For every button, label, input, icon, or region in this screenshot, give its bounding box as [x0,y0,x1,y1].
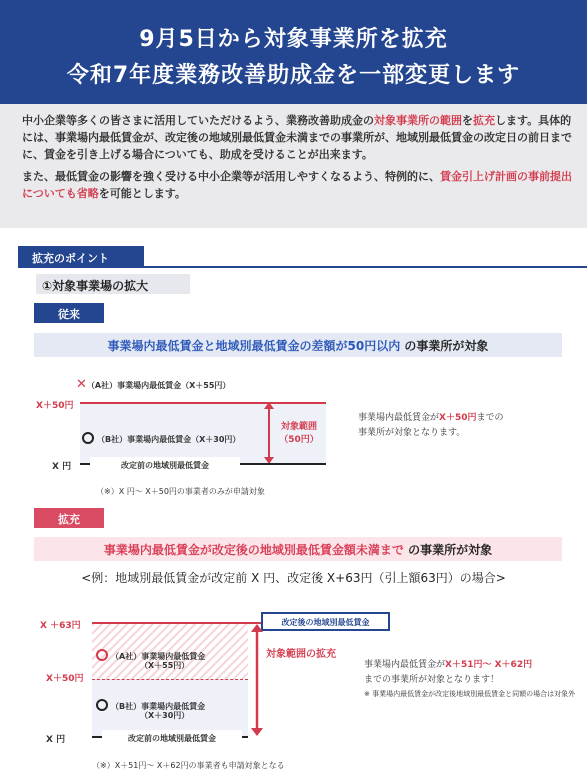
company-b-wage: （X＋30円） [140,711,190,720]
base-label: 改定前の地域別最低賃金 [90,457,240,473]
circle-icon [96,649,108,661]
note-highlight: X＋51円～ X＋62円 [445,660,533,670]
intro-highlight: 対象事業所の範囲 [374,114,462,127]
revised-wage-box: 改定後の地域別最低賃金 [261,612,390,631]
intro-text: また、最低賃金の影響を強く受ける中小企業等が活用しやすくなるよう、特例的に、 [22,170,440,183]
intro-paragraph-2 [22,168,573,202]
company-a-wage: （X＋55円） [140,661,190,670]
y-label-0: X 円 [52,462,72,472]
company-a-label: （A社）事業場内最低賃金（X＋55円） [86,381,231,390]
page-header [0,0,587,104]
range-label [278,421,320,447]
note-highlight: X＋50円 [439,413,477,423]
point-heading: ①対象事業場の拡大 [36,274,190,294]
header-title-line2: 令和7年度業務改善助成金を一部変更します [66,63,521,88]
y-label-0-after: X 円 [46,735,66,745]
intro-highlight: 拡充 [473,114,495,127]
section-tab: 拡充のポイント [18,246,144,268]
section-divider [18,266,587,268]
expanded-range-arrow [250,624,264,736]
circle-icon [82,432,94,444]
before-band-text: の事業所が対象 [400,339,489,353]
intro-text: を可能とします。 [98,187,186,200]
base-label-after: 改定前の地域別最低賃金 [102,730,242,746]
after-band-text: の事業所が対象 [403,543,493,557]
intro-text: 中小企業等多くの皆さまに活用していただけるよう、業務改善助成金の [22,114,374,127]
before-band-highlight: 事業場内最低賃金と地域別最低賃金の差額が50円以内 [107,339,401,353]
y-label-50: X＋50円 [36,401,74,411]
after-footnote: （※）X＋51円～ X＋62円の事業者も申請対象となる [92,761,285,770]
intro-box [0,104,587,228]
company-b-label: （B社）事業場内最低賃金 [111,702,206,711]
circle-icon [96,699,108,711]
company-b-before [82,427,240,446]
before-tag: 従来 [34,303,104,323]
expanded-range-label: 対象範囲の拡充 [266,649,336,660]
before-right-note [358,411,504,441]
before-band [34,333,562,357]
after-band-highlight: 事業場内最低賃金が改定後の地域別最低賃金額未満まで [103,543,404,557]
y-label-50-after: X＋50円 [46,674,84,684]
y-label-63: X ＋63円 [40,621,81,631]
header-title-line1: 9月5日から対象事業所を拡充 [139,27,448,52]
after-right-small-note: ※ 事業場内最低賃金が改定後地域別最低賃金と同額の場合は対象外 [364,690,576,698]
intro-text: します。具体的には、事業場内最低賃金が、改定後の地域別最低賃金未満までの事業所が、地域別最低賃金の改定日の前日までに、賃金を引き上げる場合についても、助成を受けることが出来ます。 [22,114,572,161]
cross-icon: ✕ [76,377,87,392]
before-footnote: （※）X 円～ X＋50円の事業者のみが申請対象 [96,487,265,496]
note-text: 事業所が対象となります。 [358,428,466,438]
note-text: までの [476,413,504,423]
company-b-label: （B社）事業場内最低賃金（X＋30円） [97,435,241,444]
note-text: 事業場内最低賃金が [364,660,446,670]
old-limit-line [92,679,248,680]
after-tag: 拡充 [34,508,104,528]
company-a-label: （A社）事業場内最低賃金 [111,652,206,661]
company-a-before [76,373,230,392]
after-right-note [364,658,532,688]
range-arrow [262,402,276,464]
intro-text: を [462,114,473,127]
intro-paragraph-1 [22,112,573,163]
intro-highlight: 賃金引上げ計画の事前提出についても省略 [22,170,572,200]
range-label-1: 対象範囲 [280,422,317,432]
note-text: までの事業所が対象となります！ [364,675,500,685]
note-text: 事業場内最低賃金が [358,413,440,423]
range-label-2: （50円） [279,435,319,445]
after-band [34,537,562,561]
example-caption: <例：地域別最低賃金が改定前 X 円、改定後 X+63円（引上額63円）の場合> [81,571,506,585]
